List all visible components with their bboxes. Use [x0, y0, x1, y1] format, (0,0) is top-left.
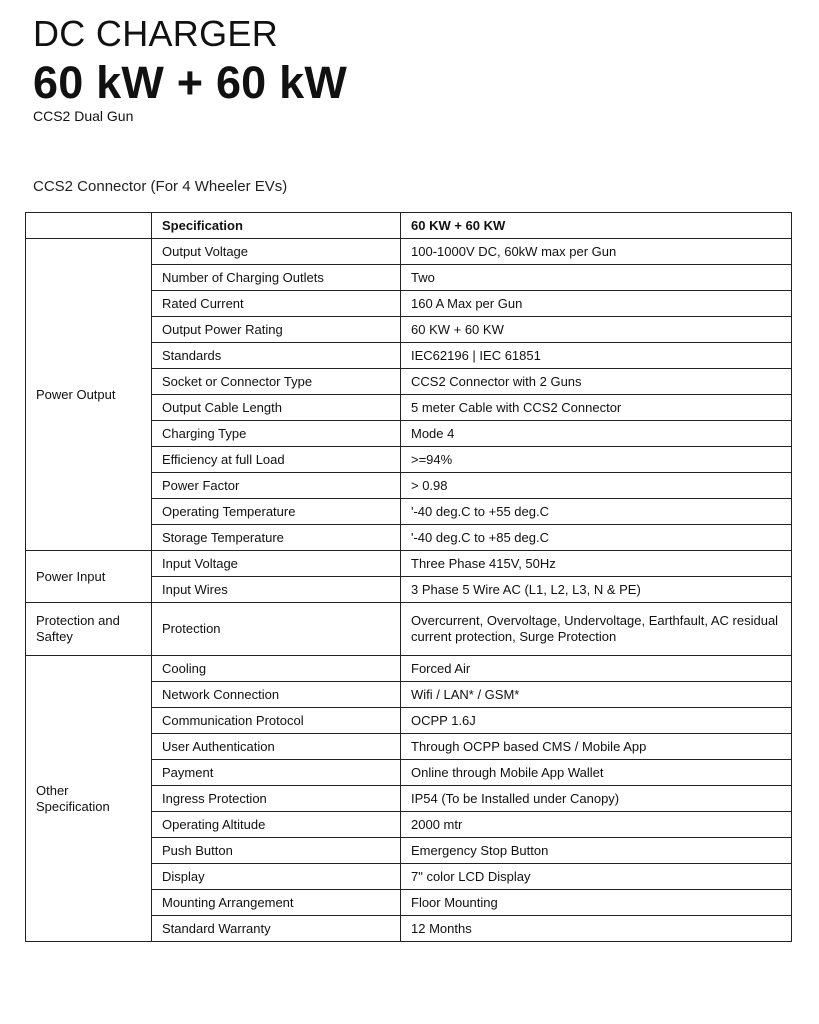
spec-value-cell: Wifi / LAN* / GSM* [401, 682, 792, 708]
spec-value-cell: IP54 (To be Installed under Canopy) [401, 786, 792, 812]
spec-value-cell: Emergency Stop Button [401, 838, 792, 864]
spec-value-cell: 7" color LCD Display [401, 864, 792, 890]
spec-value-cell: Mode 4 [401, 421, 792, 447]
page-title: DC CHARGER [33, 13, 279, 54]
table-row [26, 239, 792, 265]
group-label-cell: Power Input [26, 551, 152, 603]
spec-value-cell: 12 Months [401, 916, 792, 942]
spec-value-cell: > 0.98 [401, 473, 792, 499]
spec-name-cell: Output Power Rating [152, 317, 401, 343]
page-subtitle: CCS2 Dual Gun [33, 108, 134, 124]
spec-name-cell: Storage Temperature [152, 525, 401, 551]
spec-value-cell: Three Phase 415V, 50Hz [401, 551, 792, 577]
spec-name-cell: Mounting Arrangement [152, 890, 401, 916]
spec-name-cell: Standard Warranty [152, 916, 401, 942]
table-row [26, 656, 792, 682]
spec-value-cell: Online through Mobile App Wallet [401, 760, 792, 786]
spec-value-cell: CCS2 Connector with 2 Guns [401, 369, 792, 395]
spec-value-cell: 60 KW + 60 KW [401, 317, 792, 343]
table-row [26, 603, 792, 656]
power-rating-heading: 60 kW + 60 kW [33, 57, 347, 108]
table-caption: CCS2 Connector (For 4 Wheeler EVs) [33, 178, 288, 195]
spec-name-cell: Ingress Protection [152, 786, 401, 812]
spec-name-cell: Input Wires [152, 577, 401, 603]
header-cell-group [26, 213, 152, 239]
spec-name-cell: Socket or Connector Type [152, 369, 401, 395]
spec-value-cell: IEC62196 | IEC 61851 [401, 343, 792, 369]
spec-name-cell: Protection [152, 603, 401, 656]
group-label-cell: Protection and Saftey [26, 603, 152, 656]
header-cell-value: 60 KW + 60 KW [401, 213, 792, 239]
spec-value-cell: Two [401, 265, 792, 291]
spec-table-body [26, 213, 792, 942]
table-header-row [26, 213, 792, 239]
spec-value-cell: 3 Phase 5 Wire AC (L1, L2, L3, N & PE) [401, 577, 792, 603]
spec-name-cell: Rated Current [152, 291, 401, 317]
table-row [26, 551, 792, 577]
spec-value-cell: >=94% [401, 447, 792, 473]
spec-name-cell: Standards [152, 343, 401, 369]
spec-name-cell: User Authentication [152, 734, 401, 760]
spec-name-cell: Efficiency at full Load [152, 447, 401, 473]
spec-name-cell: Network Connection [152, 682, 401, 708]
spec-name-cell: Operating Altitude [152, 812, 401, 838]
header-cell-spec: Specification [152, 213, 401, 239]
spec-name-cell: Power Factor [152, 473, 401, 499]
spec-table [25, 212, 792, 942]
spec-name-cell: Input Voltage [152, 551, 401, 577]
spec-value-cell: 5 meter Cable with CCS2 Connector [401, 395, 792, 421]
spec-value-cell: Floor Mounting [401, 890, 792, 916]
spec-name-cell: Number of Charging Outlets [152, 265, 401, 291]
spec-name-cell: Communication Protocol [152, 708, 401, 734]
group-label-cell: Power Output [26, 239, 152, 551]
spec-name-cell: Output Cable Length [152, 395, 401, 421]
spec-name-cell: Operating Temperature [152, 499, 401, 525]
spec-name-cell: Push Button [152, 838, 401, 864]
group-label-cell: Other Specification [26, 656, 152, 942]
spec-value-cell: 100-1000V DC, 60kW max per Gun [401, 239, 792, 265]
spec-value-cell: 160 A Max per Gun [401, 291, 792, 317]
spec-value-cell: Forced Air [401, 656, 792, 682]
spec-value-cell: OCPP 1.6J [401, 708, 792, 734]
spec-value-cell: '-40 deg.C to +85 deg.C [401, 525, 792, 551]
spec-value-cell: '-40 deg.C to +55 deg.C [401, 499, 792, 525]
spec-name-cell: Display [152, 864, 401, 890]
spec-name-cell: Charging Type [152, 421, 401, 447]
spec-value-cell: 2000 mtr [401, 812, 792, 838]
spec-value-cell: Overcurrent, Overvoltage, Undervoltage, Earthfault, AC residual current protection, Surge Protection [401, 603, 792, 656]
spec-value-cell: Through OCPP based CMS / Mobile App [401, 734, 792, 760]
spec-name-cell: Payment [152, 760, 401, 786]
spec-name-cell: Cooling [152, 656, 401, 682]
spec-name-cell: Output Voltage [152, 239, 401, 265]
